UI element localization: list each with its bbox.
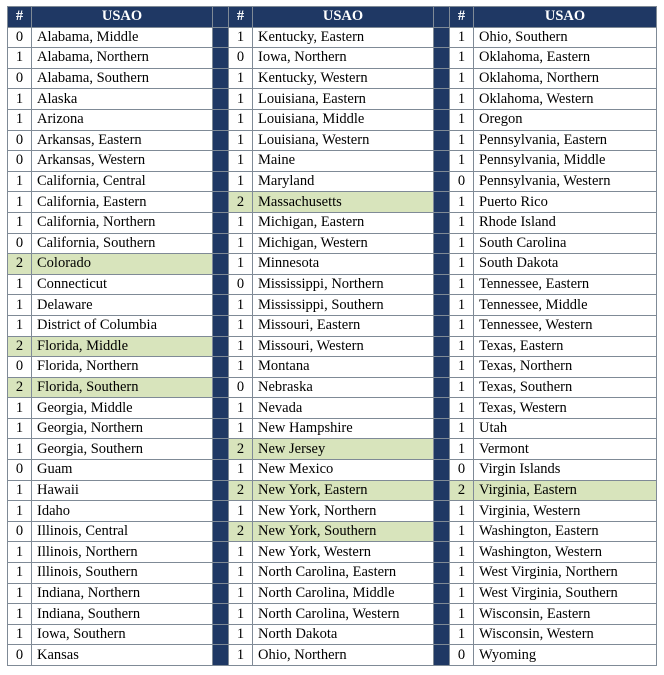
- district-cell: Indiana, Northern: [32, 583, 213, 604]
- table-row: [8, 521, 657, 542]
- count-cell: 1: [229, 233, 253, 254]
- count-cell: 1: [8, 398, 32, 419]
- count-cell: 1: [8, 109, 32, 130]
- table-row: [8, 254, 657, 275]
- table-row: [8, 233, 657, 254]
- column-separator: [213, 398, 229, 419]
- count-cell: 1: [8, 418, 32, 439]
- column-separator: [434, 583, 450, 604]
- column-separator: [434, 563, 450, 584]
- district-cell: Oregon: [474, 109, 657, 130]
- table-row: [8, 501, 657, 522]
- district-cell: Georgia, Southern: [32, 439, 213, 460]
- table-row: [8, 439, 657, 460]
- district-cell: Arkansas, Eastern: [32, 130, 213, 151]
- count-cell: 1: [8, 171, 32, 192]
- column-separator: [213, 439, 229, 460]
- column-separator: [213, 171, 229, 192]
- column-separator: [213, 460, 229, 481]
- num-header-1: #: [8, 7, 32, 28]
- table-row: [8, 192, 657, 213]
- count-cell: 1: [450, 48, 474, 69]
- district-cell: Missouri, Eastern: [253, 315, 434, 336]
- column-separator: [213, 7, 229, 28]
- count-cell: 1: [450, 130, 474, 151]
- table-row: [8, 418, 657, 439]
- table-row: [8, 151, 657, 172]
- district-cell: Washington, Eastern: [474, 521, 657, 542]
- district-cell: Maryland: [253, 171, 434, 192]
- count-cell: 1: [229, 645, 253, 666]
- district-cell: North Carolina, Western: [253, 604, 434, 625]
- district-cell: Missouri, Western: [253, 336, 434, 357]
- table-row: [8, 109, 657, 130]
- district-cell: Oklahoma, Western: [474, 89, 657, 110]
- column-separator: [213, 583, 229, 604]
- column-separator: [213, 418, 229, 439]
- column-separator: [213, 192, 229, 213]
- district-cell: Mississippi, Southern: [253, 295, 434, 316]
- district-cell: California, Eastern: [32, 192, 213, 213]
- column-separator: [434, 68, 450, 89]
- count-cell: 1: [450, 295, 474, 316]
- count-cell: 2: [8, 254, 32, 275]
- column-separator: [213, 130, 229, 151]
- district-cell: Kansas: [32, 645, 213, 666]
- count-cell: 1: [229, 295, 253, 316]
- count-cell: 2: [8, 336, 32, 357]
- district-cell: Guam: [32, 460, 213, 481]
- district-cell: Washington, Western: [474, 542, 657, 563]
- district-cell: Nebraska: [253, 377, 434, 398]
- district-cell: Virginia, Western: [474, 501, 657, 522]
- column-separator: [434, 460, 450, 481]
- usao-header-2: USAO: [253, 7, 434, 28]
- table-row: [8, 171, 657, 192]
- count-cell: 0: [8, 68, 32, 89]
- district-cell: Maine: [253, 151, 434, 172]
- count-cell: 1: [229, 315, 253, 336]
- column-separator: [213, 521, 229, 542]
- district-cell: Pennsylvania, Eastern: [474, 130, 657, 151]
- column-separator: [434, 7, 450, 28]
- count-cell: 1: [450, 109, 474, 130]
- count-cell: 0: [8, 151, 32, 172]
- count-cell: 1: [229, 357, 253, 378]
- count-cell: 1: [450, 89, 474, 110]
- district-cell: Pennsylvania, Middle: [474, 151, 657, 172]
- column-separator: [434, 233, 450, 254]
- count-cell: 1: [229, 336, 253, 357]
- district-cell: Nevada: [253, 398, 434, 419]
- count-cell: 1: [8, 439, 32, 460]
- table-row: [8, 624, 657, 645]
- count-cell: 1: [8, 295, 32, 316]
- district-cell: New York, Southern: [253, 521, 434, 542]
- district-cell: Iowa, Northern: [253, 48, 434, 69]
- district-cell: Idaho: [32, 501, 213, 522]
- district-cell: North Dakota: [253, 624, 434, 645]
- district-cell: Texas, Western: [474, 398, 657, 419]
- count-cell: 1: [8, 604, 32, 625]
- count-cell: 1: [8, 583, 32, 604]
- column-separator: [213, 109, 229, 130]
- district-cell: Kentucky, Eastern: [253, 27, 434, 48]
- district-cell: Tennessee, Middle: [474, 295, 657, 316]
- district-cell: California, Central: [32, 171, 213, 192]
- count-cell: 1: [450, 68, 474, 89]
- column-separator: [213, 212, 229, 233]
- count-cell: 1: [450, 212, 474, 233]
- district-cell: Oklahoma, Eastern: [474, 48, 657, 69]
- column-separator: [213, 295, 229, 316]
- count-cell: 2: [229, 521, 253, 542]
- district-cell: New Mexico: [253, 460, 434, 481]
- table-row: [8, 542, 657, 563]
- district-cell: Rhode Island: [474, 212, 657, 233]
- district-cell: Illinois, Central: [32, 521, 213, 542]
- district-cell: South Carolina: [474, 233, 657, 254]
- count-cell: 0: [8, 645, 32, 666]
- column-separator: [434, 130, 450, 151]
- count-cell: 1: [450, 151, 474, 172]
- district-cell: New Hampshire: [253, 418, 434, 439]
- count-cell: 1: [450, 398, 474, 419]
- district-cell: Arkansas, Western: [32, 151, 213, 172]
- count-cell: 1: [8, 274, 32, 295]
- column-separator: [434, 151, 450, 172]
- column-separator: [434, 418, 450, 439]
- district-cell: Montana: [253, 357, 434, 378]
- district-cell: Wisconsin, Western: [474, 624, 657, 645]
- district-cell: Alabama, Southern: [32, 68, 213, 89]
- count-cell: 1: [8, 501, 32, 522]
- count-cell: 0: [8, 233, 32, 254]
- count-cell: 1: [450, 439, 474, 460]
- count-cell: 1: [8, 624, 32, 645]
- table-row: [8, 377, 657, 398]
- district-cell: California, Northern: [32, 212, 213, 233]
- district-cell: Florida, Middle: [32, 336, 213, 357]
- district-cell: New Jersey: [253, 439, 434, 460]
- district-cell: Puerto Rico: [474, 192, 657, 213]
- count-cell: 1: [8, 192, 32, 213]
- district-cell: Georgia, Middle: [32, 398, 213, 419]
- column-separator: [434, 89, 450, 110]
- district-cell: Illinois, Southern: [32, 563, 213, 584]
- table-row: [8, 274, 657, 295]
- district-cell: Ohio, Southern: [474, 27, 657, 48]
- count-cell: 1: [229, 398, 253, 419]
- table-row: [8, 48, 657, 69]
- district-cell: Wisconsin, Eastern: [474, 604, 657, 625]
- count-cell: 1: [450, 315, 474, 336]
- table-row: [8, 645, 657, 666]
- district-cell: Virgin Islands: [474, 460, 657, 481]
- district-cell: Louisiana, Western: [253, 130, 434, 151]
- count-cell: 0: [229, 377, 253, 398]
- table-row: [8, 89, 657, 110]
- count-cell: 1: [229, 604, 253, 625]
- count-cell: 1: [229, 542, 253, 563]
- column-separator: [434, 480, 450, 501]
- district-cell: Louisiana, Middle: [253, 109, 434, 130]
- district-cell: Iowa, Southern: [32, 624, 213, 645]
- district-cell: Alabama, Middle: [32, 27, 213, 48]
- district-cell: Florida, Southern: [32, 377, 213, 398]
- column-separator: [434, 212, 450, 233]
- column-separator: [213, 254, 229, 275]
- count-cell: 1: [229, 27, 253, 48]
- district-cell: South Dakota: [474, 254, 657, 275]
- column-separator: [213, 274, 229, 295]
- district-cell: Hawaii: [32, 480, 213, 501]
- count-cell: 1: [450, 521, 474, 542]
- count-cell: 1: [450, 542, 474, 563]
- count-cell: 1: [229, 563, 253, 584]
- table-row: [8, 357, 657, 378]
- district-cell: Wyoming: [474, 645, 657, 666]
- district-cell: Michigan, Western: [253, 233, 434, 254]
- count-cell: 1: [450, 357, 474, 378]
- column-separator: [213, 233, 229, 254]
- table-row: [8, 604, 657, 625]
- column-separator: [434, 254, 450, 275]
- count-cell: 1: [8, 315, 32, 336]
- count-cell: 1: [229, 130, 253, 151]
- column-separator: [213, 542, 229, 563]
- column-separator: [434, 315, 450, 336]
- count-cell: 1: [450, 604, 474, 625]
- district-cell: Georgia, Northern: [32, 418, 213, 439]
- count-cell: 1: [450, 418, 474, 439]
- district-cell: North Carolina, Middle: [253, 583, 434, 604]
- district-cell: Texas, Eastern: [474, 336, 657, 357]
- header-row: [8, 7, 657, 28]
- count-cell: 1: [450, 583, 474, 604]
- count-cell: 1: [229, 68, 253, 89]
- column-separator: [434, 336, 450, 357]
- district-cell: Florida, Northern: [32, 357, 213, 378]
- column-separator: [213, 377, 229, 398]
- table-row: [8, 460, 657, 481]
- count-cell: 1: [8, 542, 32, 563]
- district-cell: Texas, Northern: [474, 357, 657, 378]
- count-cell: 0: [229, 274, 253, 295]
- table-row: [8, 212, 657, 233]
- column-separator: [213, 357, 229, 378]
- column-separator: [434, 295, 450, 316]
- column-separator: [434, 274, 450, 295]
- count-cell: 1: [229, 583, 253, 604]
- district-cell: Michigan, Eastern: [253, 212, 434, 233]
- column-separator: [434, 439, 450, 460]
- district-cell: West Virginia, Northern: [474, 563, 657, 584]
- district-cell: California, Southern: [32, 233, 213, 254]
- count-cell: 1: [229, 89, 253, 110]
- count-cell: 1: [450, 563, 474, 584]
- count-cell: 0: [8, 460, 32, 481]
- table-row: [8, 315, 657, 336]
- district-cell: Delaware: [32, 295, 213, 316]
- count-cell: 1: [450, 254, 474, 275]
- column-separator: [213, 68, 229, 89]
- district-cell: West Virginia, Southern: [474, 583, 657, 604]
- table-row: [8, 295, 657, 316]
- column-separator: [434, 192, 450, 213]
- count-cell: 1: [229, 418, 253, 439]
- count-cell: 1: [8, 563, 32, 584]
- count-cell: 1: [8, 212, 32, 233]
- district-cell: Utah: [474, 418, 657, 439]
- count-cell: 1: [229, 460, 253, 481]
- table-row: [8, 336, 657, 357]
- district-cell: Mississippi, Northern: [253, 274, 434, 295]
- count-cell: 1: [229, 109, 253, 130]
- table-row: [8, 563, 657, 584]
- count-cell: 1: [450, 624, 474, 645]
- district-cell: Arizona: [32, 109, 213, 130]
- num-header-2: #: [229, 7, 253, 28]
- count-cell: 2: [229, 480, 253, 501]
- district-cell: New York, Western: [253, 542, 434, 563]
- count-cell: 1: [450, 501, 474, 522]
- district-cell: Louisiana, Eastern: [253, 89, 434, 110]
- table-row: [8, 398, 657, 419]
- district-cell: Alaska: [32, 89, 213, 110]
- count-cell: 2: [450, 480, 474, 501]
- column-separator: [434, 521, 450, 542]
- district-cell: New York, Northern: [253, 501, 434, 522]
- district-cell: Illinois, Northern: [32, 542, 213, 563]
- district-cell: Kentucky, Western: [253, 68, 434, 89]
- usao-table: [7, 6, 657, 666]
- usao-header-3: USAO: [474, 7, 657, 28]
- district-cell: District of Columbia: [32, 315, 213, 336]
- column-separator: [434, 377, 450, 398]
- column-separator: [434, 27, 450, 48]
- column-separator: [434, 357, 450, 378]
- column-separator: [434, 542, 450, 563]
- column-separator: [213, 315, 229, 336]
- count-cell: 1: [229, 254, 253, 275]
- count-cell: 0: [8, 27, 32, 48]
- count-cell: 0: [8, 130, 32, 151]
- column-separator: [213, 48, 229, 69]
- count-cell: 0: [8, 357, 32, 378]
- column-separator: [434, 645, 450, 666]
- column-separator: [213, 89, 229, 110]
- district-cell: Tennessee, Western: [474, 315, 657, 336]
- table-body: [8, 27, 657, 665]
- district-cell: Colorado: [32, 254, 213, 275]
- district-cell: Tennessee, Eastern: [474, 274, 657, 295]
- district-cell: Ohio, Northern: [253, 645, 434, 666]
- count-cell: 0: [450, 460, 474, 481]
- count-cell: 2: [8, 377, 32, 398]
- table-row: [8, 68, 657, 89]
- district-cell: Connecticut: [32, 274, 213, 295]
- district-cell: North Carolina, Eastern: [253, 563, 434, 584]
- count-cell: 0: [8, 521, 32, 542]
- district-cell: Virginia, Eastern: [474, 480, 657, 501]
- column-separator: [213, 480, 229, 501]
- table-row: [8, 480, 657, 501]
- column-separator: [213, 604, 229, 625]
- column-separator: [213, 27, 229, 48]
- table-row: [8, 27, 657, 48]
- count-cell: 2: [229, 192, 253, 213]
- count-cell: 1: [450, 233, 474, 254]
- column-separator: [434, 48, 450, 69]
- count-cell: 1: [229, 501, 253, 522]
- count-cell: 0: [450, 171, 474, 192]
- count-cell: 2: [229, 439, 253, 460]
- district-cell: Minnesota: [253, 254, 434, 275]
- column-separator: [213, 624, 229, 645]
- district-cell: Texas, Southern: [474, 377, 657, 398]
- usao-header-1: USAO: [32, 7, 213, 28]
- count-cell: 0: [229, 48, 253, 69]
- column-separator: [434, 398, 450, 419]
- column-separator: [213, 151, 229, 172]
- column-separator: [213, 501, 229, 522]
- count-cell: 1: [229, 171, 253, 192]
- count-cell: 1: [450, 336, 474, 357]
- column-separator: [434, 171, 450, 192]
- column-separator: [434, 109, 450, 130]
- district-cell: New York, Eastern: [253, 480, 434, 501]
- count-cell: 1: [229, 212, 253, 233]
- table-row: [8, 583, 657, 604]
- column-separator: [213, 336, 229, 357]
- count-cell: 1: [450, 274, 474, 295]
- count-cell: 1: [229, 624, 253, 645]
- count-cell: 1: [8, 480, 32, 501]
- column-separator: [434, 624, 450, 645]
- column-separator: [213, 645, 229, 666]
- district-cell: Massachusetts: [253, 192, 434, 213]
- column-separator: [213, 563, 229, 584]
- table-row: [8, 130, 657, 151]
- district-cell: Vermont: [474, 439, 657, 460]
- count-cell: 0: [450, 645, 474, 666]
- district-cell: Indiana, Southern: [32, 604, 213, 625]
- count-cell: 1: [450, 192, 474, 213]
- district-cell: Oklahoma, Northern: [474, 68, 657, 89]
- count-cell: 1: [450, 27, 474, 48]
- count-cell: 1: [8, 48, 32, 69]
- column-separator: [434, 501, 450, 522]
- count-cell: 1: [8, 89, 32, 110]
- count-cell: 1: [229, 151, 253, 172]
- num-header-3: #: [450, 7, 474, 28]
- district-cell: Alabama, Northern: [32, 48, 213, 69]
- district-cell: Pennsylvania, Western: [474, 171, 657, 192]
- count-cell: 1: [450, 377, 474, 398]
- column-separator: [434, 604, 450, 625]
